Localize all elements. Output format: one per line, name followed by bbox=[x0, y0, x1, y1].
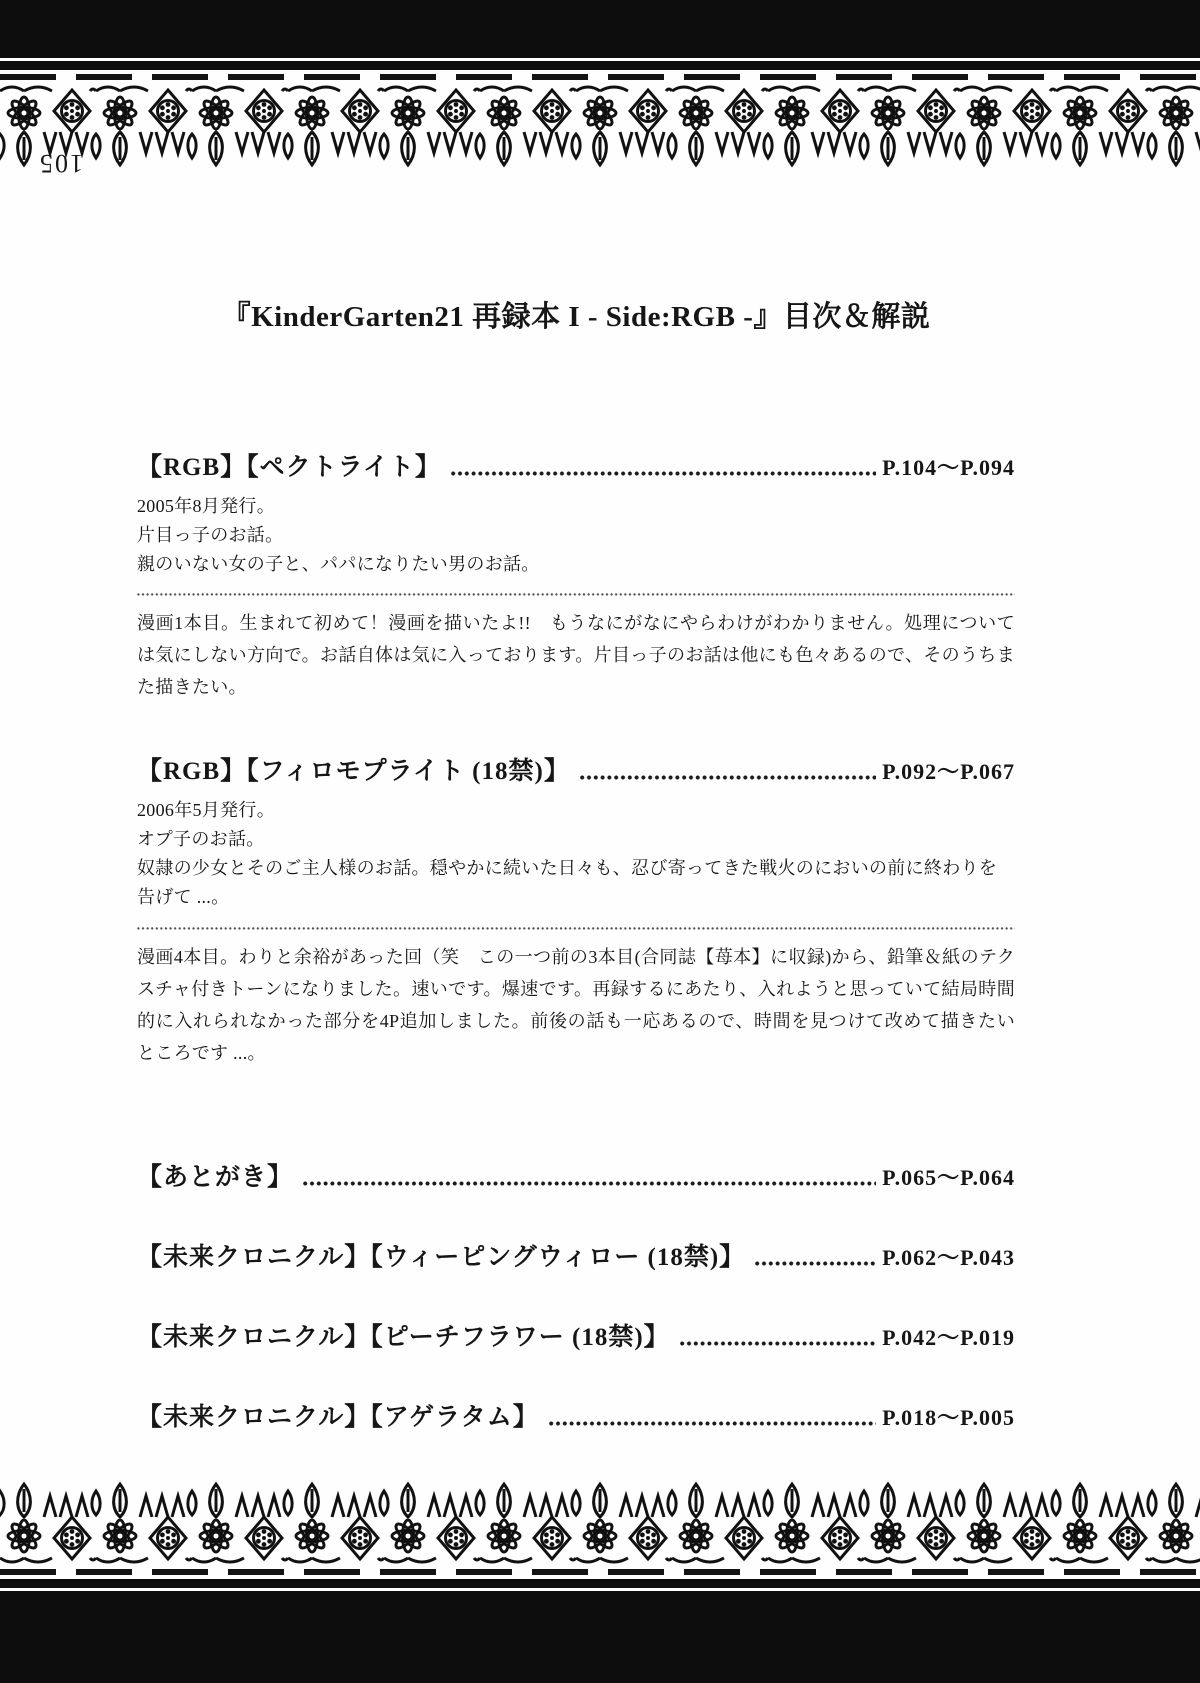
dot-leader bbox=[680, 1341, 877, 1346]
entry-page-range: P.062〜P.043 bbox=[882, 1244, 1015, 1270]
author-comment: 漫画4本目。わりと余裕があった回（笑 この一つ前の3本目(合同誌【苺本】に収録)から、鉛筆＆紙のテクスチャ付きトーンになりました。速いです。爆速です。再録するにあたり、入れようと思っていて結局時間的に入れられなかった部分を4P追加しました。前後の話も一応あるので、時間を見つけて改めて描きたいところです ...。 bbox=[137, 946, 1015, 1063]
toc-entry-philomoplite bbox=[137, 751, 1015, 787]
bottom-border bbox=[0, 1479, 1200, 1683]
toc-entry-pectolite bbox=[137, 447, 1015, 483]
section-divider bbox=[137, 593, 1015, 596]
dot-leader bbox=[303, 1181, 876, 1186]
entry-label: 【未来クロニクル】【ウィーピングウィロー (18禁)】 bbox=[137, 1243, 746, 1271]
section-divider bbox=[137, 927, 1015, 930]
toc-entry-peach-flower bbox=[137, 1317, 1015, 1353]
entry-label: 【未来クロニクル】【アゲラタム】 bbox=[137, 1403, 539, 1431]
page-title: 『KinderGarten21 再録本 I - Side:RGB -』目次＆解説 bbox=[221, 301, 931, 333]
toc-content bbox=[137, 0, 1015, 1433]
description-line: 2005年8月発行。 bbox=[137, 496, 275, 516]
dot-leader bbox=[451, 471, 876, 476]
description-line: 片目っ子のお話。 bbox=[137, 524, 284, 545]
entry-label: 【RGB】【フィロモプライト (18禁)】 bbox=[137, 758, 570, 786]
description-line: 奴隷の少女とそのご主人様のお話。穏やかに続いた日々も、忍び寄ってきた戦火のにおいの前に終わりを告げて ...。 bbox=[137, 858, 998, 907]
toc-entry-weeping-willow bbox=[137, 1237, 1015, 1273]
dot-leader bbox=[580, 775, 876, 780]
entry-label: 【未来クロニクル】【ピーチフラワー (18禁)】 bbox=[137, 1323, 670, 1351]
entry-label: 【あとがき】 bbox=[137, 1163, 294, 1191]
toc-entry-atogaki bbox=[137, 1157, 1015, 1193]
entry-page-range: P.092〜P.067 bbox=[882, 759, 1015, 785]
description-line: 親のいない女の子と、パパになりたい男のお話。 bbox=[137, 553, 540, 574]
bottom-black-strip bbox=[0, 1579, 1200, 1588]
entry-description bbox=[137, 796, 1015, 911]
page-number: 105 bbox=[38, 149, 83, 178]
entry-label: 【RGB】【ペクトライト】 bbox=[137, 454, 441, 481]
bottom-black-bar bbox=[0, 1591, 1200, 1683]
description-line: オプ子のお話。 bbox=[137, 829, 265, 850]
toc-entry-ageratum bbox=[137, 1397, 1015, 1433]
entry-description bbox=[137, 492, 1015, 578]
bottom-lace-border bbox=[0, 1479, 1200, 1567]
author-comment: 漫画1本目。生まれて初めて！漫画を描いたよ!! もうなにがなにやらわけがわかりません。処理については気にしない方向で。お話自体は気に入っております。片目っ子のお話は他にも色々あるので、そのうちまた描きたい。 bbox=[137, 613, 1015, 698]
description-line: 2006年5月発行。 bbox=[137, 800, 275, 821]
dot-leader bbox=[549, 1421, 876, 1426]
entry-page-range: P.018〜P.005 bbox=[882, 1404, 1015, 1430]
dot-leader bbox=[755, 1261, 876, 1266]
entry-page-range: P.042〜P.019 bbox=[882, 1324, 1015, 1350]
bottom-dash-row bbox=[0, 1569, 1200, 1575]
entry-page-range: P.065〜P.064 bbox=[882, 1164, 1015, 1190]
entry-page-range: P.104〜P.094 bbox=[882, 455, 1015, 480]
